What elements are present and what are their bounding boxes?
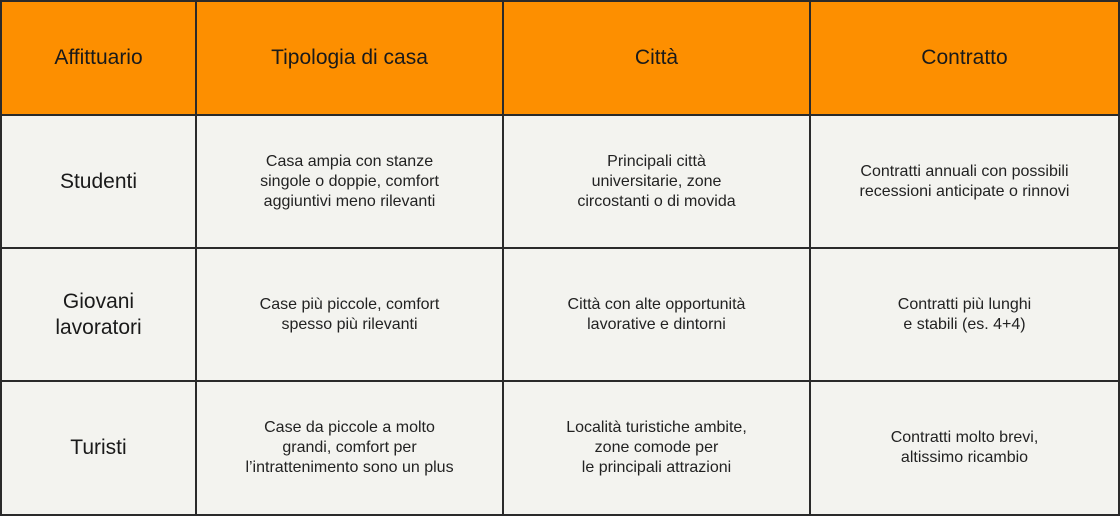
tipologia-cell: Case da piccole a molto grandi, comfort per l’intrattenimento sono un plus: [197, 382, 504, 516]
header-contratto: Contratto: [811, 0, 1120, 116]
citta-cell: Principali città universitarie, zone circostanti o di movida: [504, 116, 811, 249]
tipologia-cell: Casa ampia con stanze singole o doppie, comfort aggiuntivi meno rilevanti: [197, 116, 504, 249]
header-tipologia: Tipologia di casa: [197, 0, 504, 116]
citta-cell: Località turistiche ambite, zone comode per le principali attrazioni: [504, 382, 811, 516]
contratto-cell: Contratti molto brevi, altissimo ricambio: [811, 382, 1120, 516]
contratto-cell: Contratti annuali con possibili recessioni anticipate o rinnovi: [811, 116, 1120, 249]
citta-cell: Città con alte opportunità lavorative e dintorni: [504, 249, 811, 382]
tipologia-cell: Case più piccole, comfort spesso più rilevanti: [197, 249, 504, 382]
contratto-cell: Contratti più lunghi e stabili (es. 4+4): [811, 249, 1120, 382]
row-label: Studenti: [0, 116, 197, 249]
row-label: Giovani lavoratori: [0, 249, 197, 382]
header-affittuario: Affittuario: [0, 0, 197, 116]
header-citta: Città: [504, 0, 811, 116]
row-label: Turisti: [0, 382, 197, 516]
